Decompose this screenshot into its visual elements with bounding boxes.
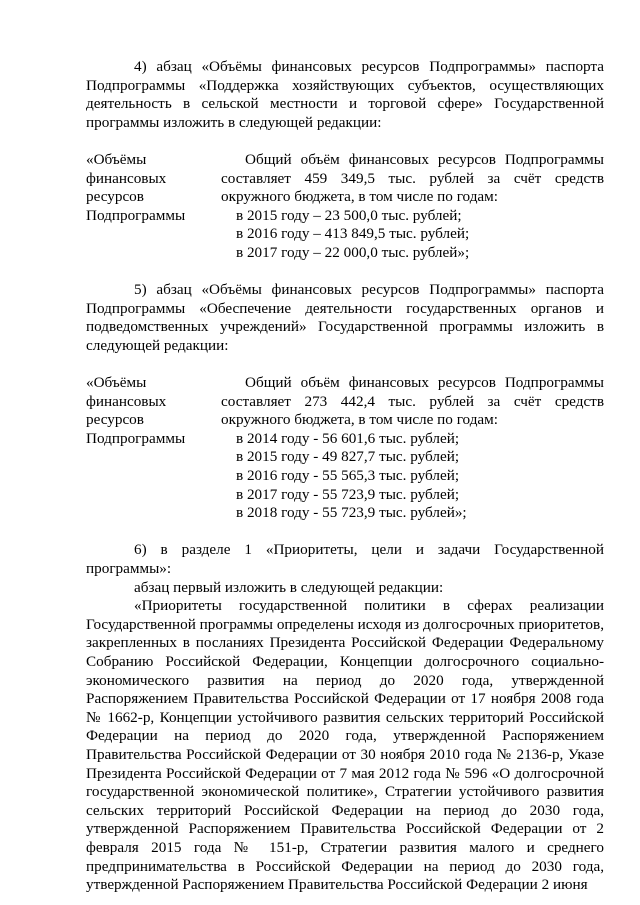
- passport-label-line: ресурсов: [86, 411, 144, 429]
- passport-label-line: финансовых: [86, 392, 167, 410]
- passport-year-line: в 2015 году - 49 827,7 тыс. рублей;: [236, 448, 460, 466]
- passport-label-line: Подпрограммы: [86, 206, 186, 224]
- passport-lead: Общий объём финансовых ресурсов Подпрограммы составляет 459 349,5 тыс. рублей за счёт средств окружного бюджета, в том числе по годам:: [221, 150, 604, 206]
- spacer: [86, 356, 604, 375]
- section-6-subhead: абзац первый изложить в следующей редакции:: [134, 578, 444, 596]
- passport-label: [86, 374, 221, 523]
- passport-year-line: в 2017 году – 22 000,0 тыс. рублей»;: [236, 243, 470, 261]
- passport-label-line: Подпрограммы: [86, 429, 186, 447]
- spacer: [86, 263, 604, 282]
- section-6-intro: 6) в разделе 1 «Приоритеты, цели и задачи Государственной программы»:: [86, 541, 604, 578]
- passport-label-line: финансовых: [86, 169, 167, 187]
- passport-lead: Общий объём финансовых ресурсов Подпрограммы составляет 273 442,4 тыс. рублей за счёт средств окружного бюджета, в том числе по годам:: [221, 374, 604, 429]
- spacer: [86, 132, 604, 151]
- document-page: [86, 58, 604, 895]
- spacer: [86, 523, 604, 542]
- passport-year-line: в 2014 году - 56 601,6 тыс. рублей;: [236, 429, 460, 447]
- passport-content: [221, 151, 604, 263]
- passport-content: [221, 374, 604, 523]
- section-5-passport-table: [86, 374, 604, 523]
- passport-year-line: в 2016 году – 413 849,5 тыс. рублей;: [236, 225, 470, 243]
- passport-year-line: в 2015 году – 23 500,0 тыс. рублей;: [236, 206, 462, 224]
- passport-year-line: в 2018 году - 55 723,9 тыс. рублей»;: [236, 504, 467, 522]
- section-6-body: «Приоритеты государственной политики в сферах реализации Государственной программы определены исходя из долгосрочных приоритетов, закрепленных в посланиях Президента Российской Федерации Федеральному Собранию Российской Федерации, Концепции долгосрочного социально-экономического развития на период до 2020 года, утвержденной Распоряжением Правительства Российской Федерации от 17 ноября 2008 года № 1662-р, Концепции устойчивого развития сельских территорий Российской Федерации на период до 2020 года, утвержденной Распоряжением Правительства Российской Федерации от 30 ноября 2010 года № 2136-р, Указе Президента Российской Федерации от 7 мая 2012 года № 596 «О долгосрочной государственной экономической политике», Стратегии устойчивого развития сельских территорий Российской Федерации на период до 2030 года, утвержденной Распоряжением Правительства Российской Федерации от 2 февраля 2015 года № 151-р, Стратегии развития малого и среднего предпринимательства в Российской Федерации на период до 2030 года, утвержденной Распоряжением Правительства Российской Федерации 2 июня: [86, 597, 604, 894]
- passport-year-line: в 2017 году - 55 723,9 тыс. рублей;: [236, 485, 460, 503]
- section-4-passport-table: [86, 151, 604, 263]
- passport-label-line: «Объёмы: [86, 374, 147, 392]
- section-4-intro: 4) абзац «Объёмы финансовых ресурсов Подпрограммы» паспорта Подпрограммы «Поддержка хозяйствующих субъектов, осуществляющих деятельность в сельской местности и торговой сфере» Государственной программы изложить в следующей редакции:: [86, 58, 604, 131]
- section-5-intro: 5) абзац «Объёмы финансовых ресурсов Подпрограммы» паспорта Подпрограммы «Обеспечение деятельности государственных органов и подведомственных учреждений» Государственной программы изложить в следующей редакции:: [86, 281, 604, 354]
- passport-label-line: ресурсов: [86, 188, 144, 206]
- passport-label: [86, 151, 221, 263]
- passport-label-line: «Объёмы: [86, 150, 147, 168]
- passport-year-line: в 2016 году - 55 565,3 тыс. рублей;: [236, 467, 460, 485]
